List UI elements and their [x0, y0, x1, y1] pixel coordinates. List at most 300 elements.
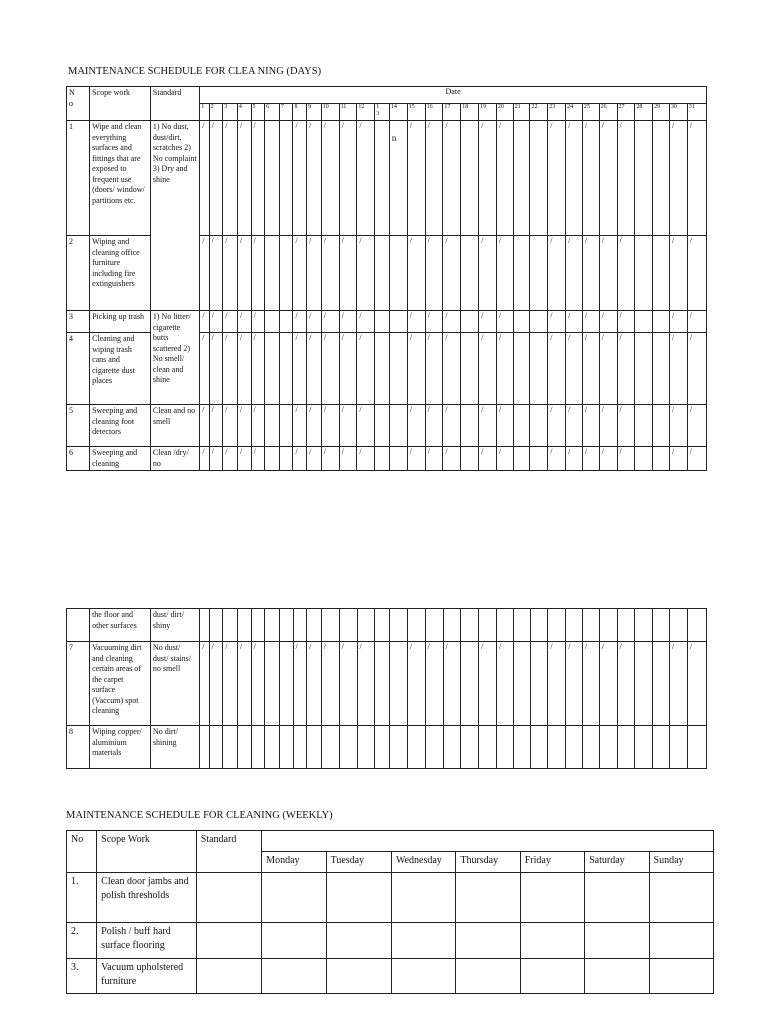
day-cell: [582, 311, 599, 333]
weekday-cell: [456, 959, 520, 994]
check-mark: /: [689, 311, 692, 320]
day-cell: [321, 642, 339, 726]
daily-schedule-table-part2: [66, 608, 707, 769]
day-cell: [530, 311, 548, 333]
day-cell: [496, 609, 513, 642]
day-cell: [209, 405, 223, 447]
check-mark: /: [584, 447, 588, 456]
check-mark: /: [427, 642, 430, 651]
weekday-cell: [585, 873, 649, 923]
check-mark: /: [619, 311, 622, 320]
check-mark: /: [295, 121, 298, 130]
day-cell: [375, 333, 390, 405]
day-cell: [279, 447, 293, 471]
day-cell: [407, 333, 425, 405]
check-mark: /: [225, 121, 228, 130]
check-mark: /: [481, 236, 484, 245]
day-cell: [582, 609, 599, 642]
day-cell: [461, 609, 479, 642]
check-mark: /: [253, 333, 256, 342]
check-mark: /: [309, 447, 312, 456]
check-mark: /: [481, 447, 484, 456]
standard-cell: [196, 923, 261, 959]
check-mark: /: [211, 405, 214, 414]
day-cell: [223, 609, 238, 642]
check-mark: /: [295, 642, 298, 651]
check-mark: /: [359, 642, 362, 651]
weekday-cell: [456, 873, 520, 923]
day-cell: [389, 447, 407, 471]
check-mark: /: [689, 121, 692, 130]
day-cell: [513, 405, 530, 447]
weekday-header-sunday: Sunday: [649, 852, 713, 873]
day-cell: [425, 311, 443, 333]
check-mark: /: [409, 642, 413, 651]
day-cell: [200, 609, 209, 642]
day-cell: [566, 311, 583, 333]
day-cell: [279, 726, 293, 769]
check-mark: /: [498, 236, 502, 245]
day-cell: [479, 726, 497, 769]
weekday-header-thursday: Thursday: [456, 852, 520, 873]
day-cell: [321, 121, 339, 236]
day-cell: [461, 447, 479, 471]
day-cell: [443, 121, 461, 236]
check-mark: /: [253, 236, 256, 245]
check-mark: /: [498, 642, 502, 651]
check-mark: /: [409, 405, 412, 414]
check-mark: /: [341, 447, 344, 456]
day-cell: [293, 609, 307, 642]
standard-cell: No dirt/ shining: [150, 726, 199, 769]
day-cell: [635, 405, 653, 447]
check-mark: /: [584, 405, 588, 414]
day-cell: [479, 642, 497, 726]
check-mark: /: [427, 405, 430, 414]
day-cell: [513, 236, 530, 311]
check-mark: /: [481, 642, 484, 651]
day-cell: [389, 311, 407, 333]
table-row: [67, 642, 707, 726]
check-mark: /: [481, 333, 484, 342]
check-mark: /: [689, 642, 693, 651]
scope-work-cell: Sweeping and cleaning foot detectors: [90, 405, 151, 447]
day-cell: [307, 121, 322, 236]
weekday-header-saturday: Saturday: [585, 852, 649, 873]
day-cell: [513, 609, 530, 642]
check-mark: /: [409, 311, 412, 320]
day-cell: [513, 726, 530, 769]
check-mark: /: [550, 236, 553, 245]
day-cell: [375, 311, 390, 333]
table-row: [67, 609, 707, 642]
check-mark: /: [498, 121, 502, 130]
day-cell: [265, 121, 280, 236]
day-cell: [617, 726, 635, 769]
day-cell: [599, 121, 617, 236]
day-cell: [425, 609, 443, 642]
day-cell: [357, 447, 375, 471]
check-mark: /: [211, 642, 214, 651]
check-mark: /: [323, 333, 326, 342]
day-cell: [687, 609, 706, 642]
scope-work-cell: Wipe and clean everything surfaces and fittings that are exposed to frequent use (doors/ window/ partitions etc.: [90, 121, 151, 236]
day-cell: [251, 405, 265, 447]
day-cell: [321, 311, 339, 333]
day-cell: [339, 609, 357, 642]
day-cell: [293, 236, 307, 311]
table-row: [67, 959, 714, 994]
day-cell: [375, 447, 390, 471]
day-cell: [687, 447, 706, 471]
day-cell: [653, 726, 670, 769]
day-cell: [265, 236, 280, 311]
day-number: 1: [200, 104, 209, 121]
check-mark: /: [672, 642, 675, 651]
day-cell: [200, 726, 209, 769]
day-cell: [293, 405, 307, 447]
day-cell: [566, 447, 583, 471]
day-cell: [307, 609, 322, 642]
scope-work-cell: Sweeping and cleaning: [90, 447, 151, 471]
check-mark: /: [359, 333, 362, 342]
day-cell: [461, 726, 479, 769]
day-cell: [461, 333, 479, 405]
row-number: 3: [67, 311, 90, 333]
check-mark: /: [619, 121, 622, 130]
day-cell: [375, 642, 390, 726]
check-mark: /: [498, 311, 502, 320]
day-cell: [237, 447, 251, 471]
check-mark: /: [601, 447, 604, 456]
day-cell: [548, 609, 566, 642]
day-cell: [339, 311, 357, 333]
day-cell: [279, 609, 293, 642]
check-mark: /: [671, 333, 675, 342]
check-mark: /: [689, 236, 692, 245]
day-cell: [425, 447, 443, 471]
day-cell: [443, 311, 461, 333]
day-cell: [251, 236, 265, 311]
check-mark: /: [445, 447, 448, 456]
check-mark: /: [341, 642, 344, 651]
scope-work-cell: Clean door jambs and polish thresholds: [97, 873, 197, 923]
check-mark: /: [359, 447, 362, 456]
table-row: [67, 121, 707, 236]
day-cell: [389, 121, 407, 236]
check-mark: /: [225, 642, 228, 651]
day-cell: [200, 642, 209, 726]
check-mark: /: [309, 311, 312, 320]
day-cell: [223, 447, 238, 471]
day-cell: [279, 333, 293, 405]
check-mark: /: [202, 236, 205, 245]
day-cell: [479, 405, 497, 447]
day-cell: [513, 121, 530, 236]
day-cell: [265, 609, 280, 642]
day-cell: [687, 311, 706, 333]
day-cell: [390, 609, 408, 642]
day-cell: [339, 726, 357, 769]
weekday-cell: [649, 923, 713, 959]
check-mark: /: [584, 642, 588, 651]
day-cell: [357, 311, 375, 333]
day-cell: [653, 333, 670, 405]
day-cell: [307, 236, 322, 311]
day-cell: [321, 236, 339, 311]
day-cell: [293, 447, 307, 471]
standard-cell: 1) No dust, dust/dirt, scratches 2) No complaint 3) Dry and shine: [150, 121, 199, 311]
check-mark: /: [481, 311, 484, 320]
day-cell: [375, 726, 390, 769]
day-cell: [599, 405, 617, 447]
day-cell: [321, 726, 339, 769]
day-cell: [237, 311, 251, 333]
check-mark: /: [341, 121, 344, 130]
header-date: Date: [200, 87, 707, 104]
day-cell: [479, 609, 497, 642]
day-cell: [200, 121, 209, 236]
day-cell: [209, 609, 223, 642]
day-cell: [223, 121, 238, 236]
day-cell: [425, 236, 443, 311]
day-cell: [653, 609, 670, 642]
day-cell: [279, 236, 293, 311]
day-cell: [293, 121, 307, 236]
check-mark: /: [445, 642, 448, 651]
daily-schedule-table-part1: [66, 86, 707, 471]
day-cell: [443, 726, 461, 769]
day-cell: [237, 405, 251, 447]
day-number: 2: [209, 104, 223, 121]
check-mark: /: [568, 333, 571, 342]
day-cell: [582, 726, 599, 769]
check-mark: /: [202, 311, 205, 320]
day-cell: [307, 405, 322, 447]
day-cell: [265, 642, 280, 726]
day-number: 9: [307, 104, 322, 121]
weekday-cell: [262, 959, 326, 994]
day-cell: [599, 726, 617, 769]
check-mark: /: [253, 311, 256, 320]
check-mark: /: [601, 642, 604, 651]
day-cell: [209, 333, 223, 405]
check-mark: /: [619, 236, 622, 245]
day-cell: [461, 311, 479, 333]
day-cell: [209, 726, 223, 769]
check-mark: /: [202, 121, 205, 130]
day-cell: [687, 121, 706, 236]
check-mark: /: [481, 121, 484, 130]
day-cell: [251, 609, 265, 642]
day-cell: [443, 447, 461, 471]
day-cell: [599, 311, 617, 333]
day-cell: [339, 405, 357, 447]
check-mark: /: [550, 405, 553, 414]
weekday-cell: [649, 873, 713, 923]
daily-schedule-title: MAINTENANCE SCHEDULE FOR CLEA NING (DAYS): [68, 66, 322, 77]
day-cell: [599, 236, 617, 311]
day-cell: [530, 236, 548, 311]
day-cell: [425, 121, 443, 236]
day-number: 6: [265, 104, 280, 121]
day-cell: [251, 726, 265, 769]
check-mark: /: [323, 642, 327, 651]
day-cell: [375, 609, 390, 642]
check-mark: /: [359, 121, 362, 130]
day-number: 21: [513, 104, 530, 121]
check-mark: /: [498, 447, 502, 456]
check-mark: /: [671, 121, 675, 130]
check-mark: /: [225, 447, 228, 456]
day-cell: [496, 121, 513, 236]
day-cell: [635, 121, 653, 236]
check-mark: /: [671, 447, 675, 456]
check-mark: /: [211, 333, 214, 342]
check-mark: /: [445, 405, 448, 414]
day-cell: [496, 642, 513, 726]
day-cell: [357, 642, 375, 726]
day-cell: [548, 333, 566, 405]
weekly-schedule-table: [66, 830, 714, 994]
day-cell: [357, 121, 375, 236]
day-cell: [670, 726, 688, 769]
row-number: 1: [67, 121, 90, 236]
check-mark: /: [323, 311, 326, 320]
check-mark: /: [225, 236, 228, 245]
day-cell: [375, 236, 390, 311]
day-cell: [407, 726, 425, 769]
day-cell: [566, 642, 583, 726]
weekly-header-standard: Standard: [196, 831, 261, 873]
day-cell: [357, 236, 375, 311]
day-cell: [339, 236, 357, 311]
day-cell: [653, 642, 670, 726]
day-cell: [407, 447, 425, 471]
day-cell: [390, 642, 408, 726]
day-cell: [375, 121, 390, 236]
check-mark: /: [550, 447, 553, 456]
weekday-cell: [391, 959, 455, 994]
day-cell: [513, 642, 530, 726]
check-mark: /: [427, 447, 430, 456]
day-number: 23: [548, 104, 566, 121]
check-mark: /: [427, 311, 430, 320]
header-standard: Standard: [150, 87, 199, 121]
check-mark: /: [341, 333, 344, 342]
check-mark: /: [211, 236, 214, 245]
day-cell: [223, 311, 238, 333]
day-cell: [479, 236, 497, 311]
check-mark: /: [619, 405, 622, 414]
check-mark: /: [359, 236, 362, 245]
day-number: 7: [279, 104, 293, 121]
check-mark: /: [202, 642, 205, 651]
day-cell: [496, 311, 513, 333]
weekly-schedule-title: MAINTENANCE SCHEDULE FOR CLEANING (WEEKLY): [66, 810, 333, 821]
check-mark: /: [202, 333, 205, 342]
check-mark: /: [225, 333, 228, 342]
weekday-cell: [585, 923, 649, 959]
day-cell: [687, 726, 706, 769]
day-cell: [321, 405, 339, 447]
day-number: 31: [687, 104, 706, 121]
day-cell: [617, 642, 635, 726]
day-cell: [293, 333, 307, 405]
check-mark: /: [239, 311, 243, 320]
day-cell: [443, 405, 461, 447]
day-cell: [653, 311, 670, 333]
check-mark: /: [202, 405, 205, 414]
day-cell: [530, 333, 548, 405]
check-mark: /: [481, 405, 484, 414]
weekday-cell: [520, 959, 584, 994]
weekday-cell: [520, 873, 584, 923]
day-cell: [265, 333, 280, 405]
day-cell: [530, 121, 548, 236]
weekday-header-monday: Monday: [262, 852, 326, 873]
scope-work-cell: Picking up trash: [90, 311, 151, 333]
day-cell: [635, 236, 653, 311]
row-number: [67, 609, 90, 642]
day-cell: [375, 405, 390, 447]
day-cell: [461, 236, 479, 311]
day-cell: [548, 236, 566, 311]
check-mark: /: [239, 121, 243, 130]
check-mark: /: [601, 333, 604, 342]
scope-work-cell: Vacuuming dirt and cleaning certain areas of the carpet surface (Vaccum) spot cleaning: [90, 642, 151, 726]
day-cell: [237, 642, 251, 726]
day-cell: [548, 121, 566, 236]
day-number: 15: [407, 104, 425, 121]
check-mark: /: [671, 405, 675, 414]
day-number: 11: [339, 104, 357, 121]
check-mark: /: [309, 236, 312, 245]
table-row: [67, 923, 714, 959]
day-cell: [669, 311, 687, 333]
day-cell: [496, 726, 513, 769]
weekly-header-scope-work: Scope Work: [97, 831, 197, 873]
day-cell: [513, 311, 530, 333]
weekly-header-no: No: [67, 831, 97, 873]
day-cell: [530, 609, 548, 642]
day-cell: [496, 405, 513, 447]
weekday-cell: [262, 923, 326, 959]
day-cell: [237, 236, 251, 311]
day-cell: [339, 333, 357, 405]
day-cell: [530, 447, 548, 471]
check-mark: /: [550, 642, 553, 651]
day-cell: [617, 609, 635, 642]
table-row: [67, 311, 707, 333]
day-number: 10: [321, 104, 339, 121]
check-mark: /: [359, 405, 362, 414]
standard-cell: Clean /dry/ no: [150, 447, 199, 471]
day-cell: [223, 642, 238, 726]
day-cell: [279, 121, 293, 236]
check-mark: /: [498, 405, 502, 414]
check-mark: /: [341, 236, 344, 245]
day-number: 1 3: [375, 104, 390, 121]
weekday-cell: [326, 923, 391, 959]
day-cell: [279, 405, 293, 447]
check-mark: /: [253, 447, 256, 456]
weekday-cell: [326, 959, 391, 994]
check-mark: /: [239, 447, 243, 456]
weekday-cell: [456, 923, 520, 959]
day-cell: [566, 121, 583, 236]
standard-cell: No dust/ dust/ stains/ no smell: [150, 642, 199, 726]
